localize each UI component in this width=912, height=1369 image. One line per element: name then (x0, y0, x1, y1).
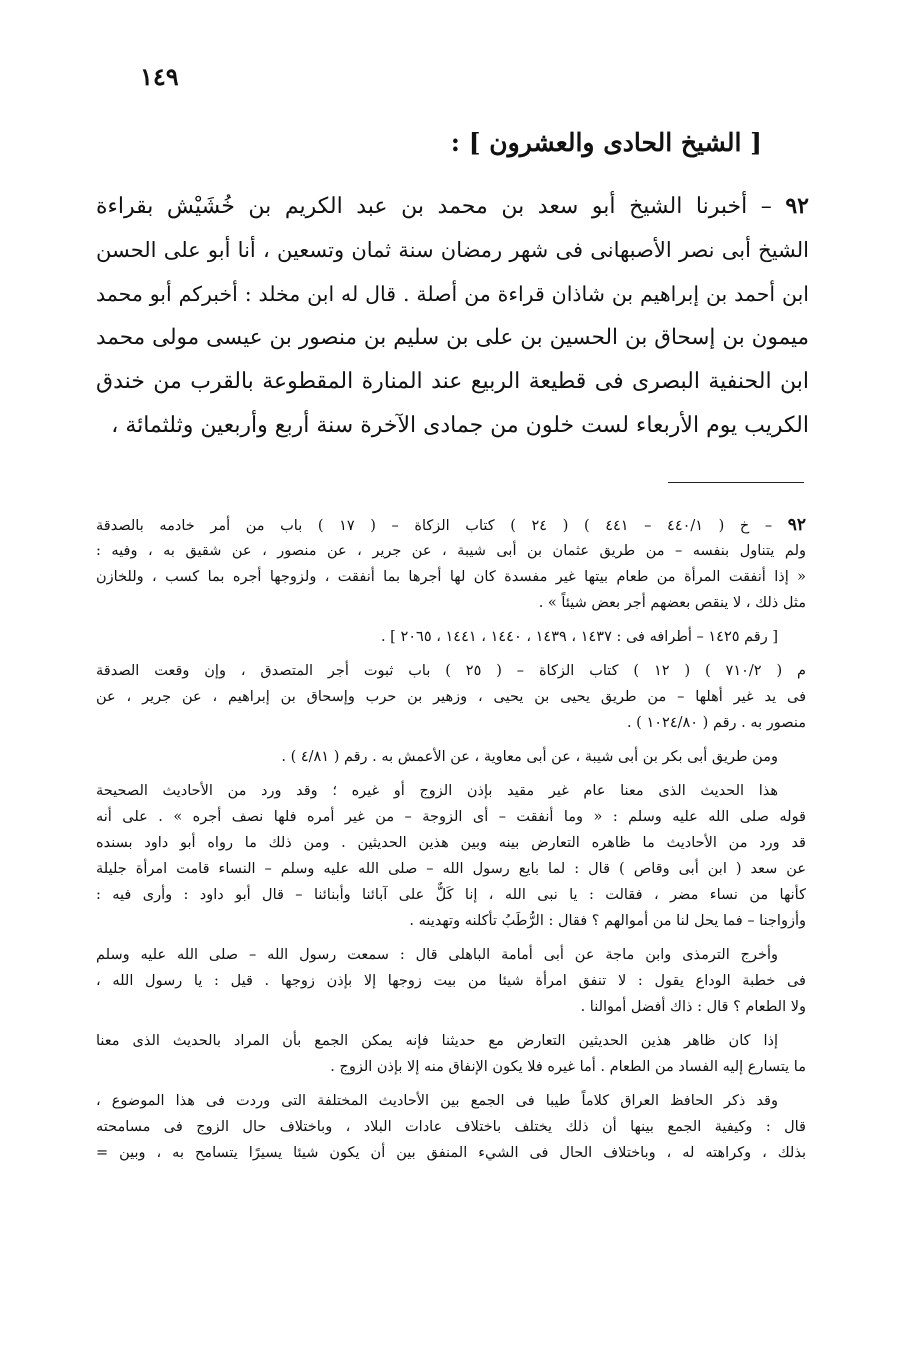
footnote-paragraph (96, 512, 806, 616)
page-number: ١٤٩ (140, 62, 179, 91)
footnote-line: وأخرج الترمذى وابن ماجة عن أبى أمامة الباهلى قال : سمعت رسول الله – صلى الله عليه وسلم (96, 947, 778, 963)
footnote-line: فى يد غير أهلها – من طريق يحيى بن يحيى ، وزهير بن حرب وإسحاق بن إبراهيم ، عن جرير ، عن (96, 689, 806, 705)
main-line: الشيخ أبى نصر الأصبهانى فى شهر رمضان سنة ثمان وتسعين ، أنا أبو على الحسن (96, 238, 809, 262)
footnote-line: « إذا أنفقت المرأة من طعام بيتها غير مفسدة كان لها أجرها بما أنفقت ، ولزوجها أجره بما كسب ، وللخازن (96, 569, 806, 585)
footnote-line: م ( ٧١٠/٢ ) ( ١٢ ) كتاب الزكاة – ( ٢٥ ) باب ثبوت أجر المتصدق ، وإن وقعت الصدقة (96, 663, 806, 679)
footnotes (96, 512, 806, 1174)
footnote-line: ومن طريق أبى بكر بن أبى شيبة ، عن أبى معاوية ، عن الأعمش به . رقم ( ٤/٨١ ) . (281, 749, 778, 765)
hadith-number: ٩٢ (785, 193, 809, 219)
footnote-line: [ رقم ١٤٢٥ – أطرافه فى : ١٤٣٧ ، ١٤٣٩ ، ١٤٤٠ ، ١٤٤١ ، ٢٠٦٥ ] . (380, 629, 778, 645)
main-line: ابن أحمد بن إبراهيم بن شاذان قراءة من أصلة . قال له ابن مخلد : أخبركم أبو محمد (96, 282, 809, 306)
footnote-line: عن سعد ( ابن أبى وقاص ) قال : لما بايع رسول الله – صلى الله عليه وسلم – النساء قامت امرأة جليلة (96, 861, 806, 877)
footnote-line: بذلك ، وكراهته له ، وباختلاف الحال فى الشيء المنفق بين أن يكون شيئا يسيرًا يتسامح به ، وبين = (96, 1145, 806, 1161)
footnote-paragraph (96, 1028, 806, 1080)
footnote-line: قد ورد من الأحاديث ما ظاهره التعارض بينه وبين هذين الحديثين . ومن ذلك ما رواه أبو داود بسنده (96, 835, 806, 851)
main-text (96, 184, 809, 448)
footnote-paragraph (96, 1088, 806, 1166)
footnote-line: فى خطبة الوداع يقول : لا تنفق امرأة شيئا من بيت زوجها إلا بإذن زوجها . قيل : يا رسول الله ، (96, 973, 806, 989)
footnote-number: ٩٢ (787, 515, 806, 535)
main-line (96, 184, 809, 228)
footnote-line: وقد ذكر الحافظ العراق كلاماً طيبا فى الجمع بين الأحاديث المختلفة التى وردت فى هذا الموضوع ، (96, 1093, 778, 1109)
footnote-paragraph (96, 658, 806, 736)
footnote-line: هذا الحديث الذى معنا عام غير مقيد بإذن الزوج أو غيره ؛ وقد ورد من الأحاديث الصحيحة (96, 783, 778, 799)
footnote-line: مثل ذلك ، لا ينقص بعضهم أجر بعض شيئاً » . (538, 595, 806, 611)
footnote-line: وأزواجنا – فما يحل لنا من أموالهم ؟ فقال : الرُّطَبُ تأكلنه وتهدينه . (409, 913, 806, 929)
main-line: ميمون بن إسحاق بن الحسين بن على بن سليم بن منصور بن عيسى مولى محمد (96, 325, 809, 350)
footnote-line: كأنها من نساء مضر ، فقالت : يا نبى الله ، إنا كَلٌّ على آبائنا وأبنائنا – قال أبو داود : وأرى فيه : (96, 887, 806, 903)
footnote-paragraph (96, 778, 806, 934)
chapter-heading: [ الشيخ الحادى والعشرون ] : (450, 128, 762, 157)
footnote-separator (668, 482, 804, 483)
footnote-line: ولا الطعام ؟ قال : ذاك أفضل أموالنا . (580, 999, 806, 1015)
main-line: الكريب يوم الأربعاء لست خلون من جمادى الآخرة سنة أربع وأربعين وثلثمائة ، (111, 413, 809, 438)
footnote-line: ولم يتناول بنفسه – من طريق عثمان بن أبى شيبة ، عن جرير ، عن منصور ، عن شقيق به ، وفيه : (96, 543, 806, 559)
footnote-paragraph (96, 942, 806, 1020)
footnote-line: إذا كان ظاهر هذين الحديثين التعارض مع حديثنا فإنه يمكن الجمع بأن المراد بالحديث الذى معنا (96, 1033, 778, 1049)
footnote-line (96, 512, 806, 538)
footnote-line: ما يتسارع إليه الفساد من الطعام . أما غيره فلا يكون الإنفاق منه إلا بإذن الزوج . (330, 1059, 806, 1075)
footnote-line-text: – خ ( ٤٤٠/١ – ٤٤١ ) ( ٢٤ ) كتاب الزكاة – ( ١٧ ) باب من أمر خادمه بالصدقة (96, 518, 788, 534)
main-line: ابن الحنفية البصرى فى قطيعة الربيع عند المنارة المقطوعة بالقرب من خندق (96, 369, 809, 394)
footnote-paragraph (96, 624, 806, 650)
footnote-line: قال : وكيفية الجمع بينها أن ذلك يختلف باختلاف عادات البلاد ، وباختلاف حال الزوج فى مسامحته (96, 1119, 806, 1135)
footnote-paragraph (96, 744, 806, 770)
main-line-text: – أخبرنا الشيخ أبو سعد بن محمد بن عبد الكريم بن خُشَيْش بقراءة (96, 194, 786, 219)
footnote-line: منصور به . رقم ( ١٠٢٤/٨٠ ) . (626, 715, 806, 731)
footnote-line: قوله صلى الله عليه وسلم : « وما أنفقت – أى الزوجة – من غير أمره فلها نصف أجره » . على أنه (96, 809, 806, 825)
